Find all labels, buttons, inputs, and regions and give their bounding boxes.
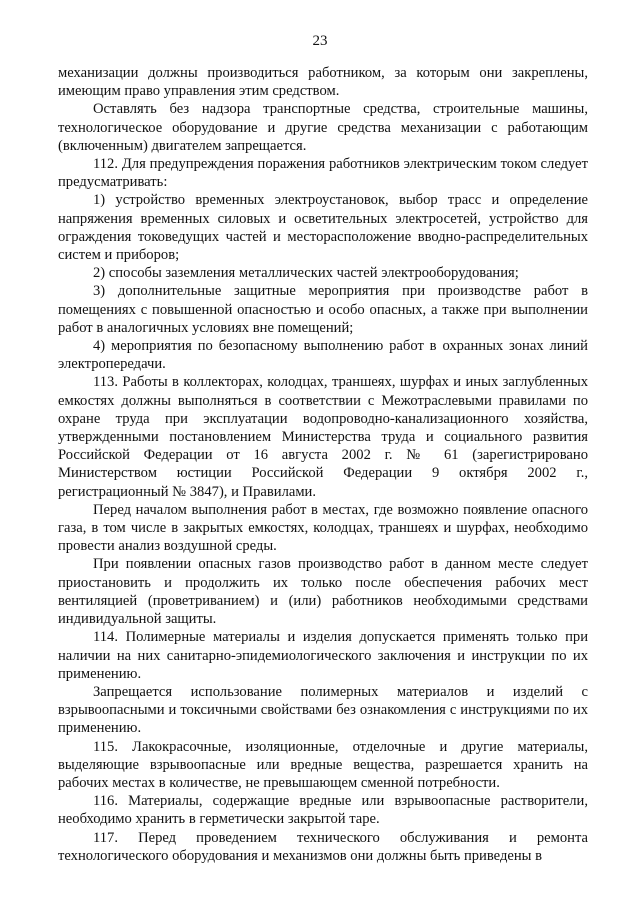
- paragraph: механизации должны производиться работником, за которым они закреплены, имеющим право управления этим средством.: [58, 65, 588, 100]
- paragraph: 114. Полимерные материалы и изделия допускается применять только при наличии на них санитарно-эпидемиологического заключения и инструкции по их применению.: [58, 629, 588, 682]
- paragraph: 115. Лакокрасочные, изоляционные, отделочные и другие материалы, выделяющие взрывоопасные или вредные вещества, разрешается хранить на рабочих местах в количестве, не превышающем сменной потребности.: [58, 738, 588, 791]
- paragraph: Запрещается использование полимерных материалов и изделий с взрывоопасными и токсичными свойствами без ознакомления с инструкциями по их применению.: [58, 683, 588, 737]
- paragraph: 4) мероприятия по безопасному выполнению работ в охранных зонах линий электропередачи.: [58, 338, 588, 373]
- page-number: 23: [312, 33, 328, 49]
- paragraph: 113. Работы в коллекторах, колодцах, траншеях, шурфах и иных заглубленных емкостях должны выполняться в соответствии с Межотраслевыми правилами по охране труда при эксплуатации водопроводно-канализационного хозяйства, утвержденными постановлением Министерства труда и социального развития Российской Федерации от 16 августа 2002 г. № 61 (зарегистрировано Министерством юстиции Российской Федерации 9 октября 2002 г., регистрационный № 3847), и Правилами.: [58, 374, 588, 500]
- paragraph: 3) дополнительные защитные мероприятия при производстве работ в помещениях с повышенной опасностью и особо опасных, а также при выполнении работ в аналогичных условиях вне помещений;: [58, 283, 588, 336]
- paragraph: 1) устройство временных электроустановок, выбор трасс и определение напряжения временных силовых и осветительных электросетей, устройство для ограждения токоведущих частей и месторасположение вводно-распределительных систем и приборов;: [58, 192, 588, 264]
- paragraph: Перед началом выполнения работ в местах, где возможно появление опасного газа, в том числе в закрытых емкостях, колодцах, траншеях и шурфах, необходимо провести анализ воздушной среды.: [58, 501, 588, 555]
- paragraph: 2) способы заземления металлических частей электрооборудования;: [93, 265, 519, 282]
- paragraph: 117. Перед проведением технического обслуживания и ремонта технологического оборудования и механизмов они должны быть приведены в: [58, 829, 588, 864]
- paragraph: При появлении опасных газов производство работ в данном месте следует приостановить и продолжить их только после обеспечения рабочих мест вентиляцией (проветриванием) и (или) работников необходимыми средствами индивидуальной защиты.: [58, 556, 588, 628]
- paragraph: 112. Для предупреждения поражения работников электрическим током следует предусматривать:: [58, 156, 588, 191]
- paragraph: 116. Материалы, содержащие вредные или взрывоопасные растворители, необходимо хранить в герметически закрытой таре.: [58, 793, 588, 828]
- document-body: [58, 64, 588, 865]
- paragraph: Оставлять без надзора транспортные средства, строительные машины, технологическое оборудование и другие средства механизации с работающим (включенным) двигателем запрещается.: [58, 101, 588, 154]
